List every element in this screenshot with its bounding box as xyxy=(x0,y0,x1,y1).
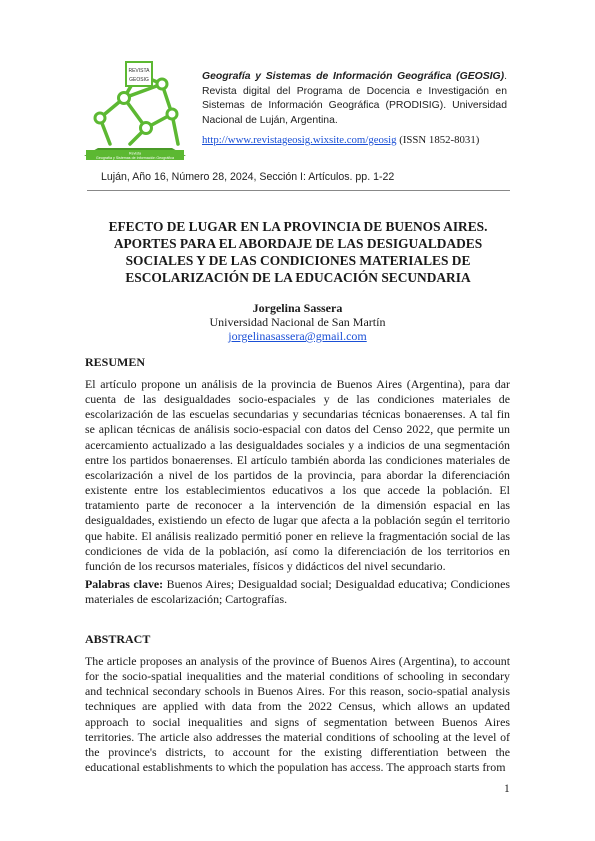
keywords-label: Palabras clave: xyxy=(85,577,164,591)
journal-title: Geografía y Sistemas de Información Geográfica (GEOSIG) xyxy=(202,71,505,82)
resumen-heading: RESUMEN xyxy=(85,355,146,369)
logo-text-bottom-2: Geografía y Sistemas de Información Geográfica xyxy=(96,156,174,160)
author-affiliation: Universidad Nacional de San Martín xyxy=(209,315,386,329)
author-name: Jorgelina Sassera xyxy=(252,301,343,315)
journal-description: Revista digital del Programa de Docencia e Investigación en Sistemas de Información Geográfica (PRODISIG). Universidad Nacional de Luján, Argentina. xyxy=(202,85,507,126)
issn: (ISSN 1852-8031) xyxy=(399,134,480,146)
article-title xyxy=(60,218,536,286)
journal-info: Geografía y Sistemas de Información Geográfica (GEOSIG). Revista digital del Programa de Docencia e Investigación en Sistemas de Información Geográfica (PRODISIG). Universidad Nacional de Luján, Argentina. xyxy=(202,71,507,126)
logo-text-top-1: REVISTA xyxy=(128,68,150,74)
journal-url-line xyxy=(202,134,479,146)
title-line: EFECTO DE LUGAR EN LA PROVINCIA DE BUENOS AIRES. xyxy=(108,219,488,234)
logo-text-bottom-1: Revista xyxy=(129,151,141,156)
abstract-text: The article proposes an analysis of the province of Buenos Aires (Argentina), to account for the socio-spatial inequalities and the material conditions of schooling in secondary and technical secondary schools in Buenos Aires. For this reason, socio-spatial analysis techniques are applied with data from the 2022 Census, which allows an updated approach to social inequalities and signs of segmentation between Buenos Aires territories. The article also addresses the material conditions of schooling at the level of the province's districts, to account for the existing differentiation between the educational establishments to which the population has access. The approach starts from xyxy=(85,654,510,775)
abstract-heading: ABSTRACT xyxy=(85,632,151,646)
keywords xyxy=(85,577,510,607)
resumen-text: El artículo propone un análisis de la provincia de Buenos Aires (Argentina), para dar cuenta de las desigualdades socio-espaciales y de las condiciones materiales de escolarización de las escuelas secundarias y secundarias técnicas bonaerenses. A tal fin se aplican técnicas de análisis socio-espacial con datos del Censo 2022, que permite un acercamiento actualizado a las desigualdades sociales y a indicios de una segmentación entre los partidos bonaerenses. El artículo también aborda las condiciones materiales de escolarización a nivel de los partidos de la provincia, para abordar la diferenciación existente entre los establecimientos educativos a los que accede la población. El tratamiento parte de reconocer a la intervención de la dimensión espacial en las desigualdades, existiendo un efecto de lugar que afecta a la población según el territorio que habite. El análisis realizado permitió poner en relieve la fragmentación social de las condiciones de vida de la población, así como la diferenciación de los territorios en función de los recursos materiales, físicos y didácticos del nivel secundario. xyxy=(85,377,510,573)
title-line: SOCIALES Y DE LAS CONDICIONES MATERIALES DE xyxy=(125,253,471,268)
author-email-link[interactable]: jorgelinasassera@gmail.com xyxy=(228,329,367,343)
keywords-text: Buenos Aires; Desigualdad social; Desigualdad educativa; Condiciones materiales de escolarización; Cartografías. xyxy=(85,577,510,607)
title-line: APORTES PARA EL ABORDAJE DE LAS DESIGUALDADES xyxy=(113,236,483,251)
logo-text-top-2: GEOSIG xyxy=(129,77,149,83)
journal-url-link[interactable]: http://www.revistageosig.wixsite.com/geosig xyxy=(202,134,397,146)
issue-line: Luján, Año 16, Número 28, 2024, Sección I: Artículos. pp. 1-22 xyxy=(101,171,395,183)
page-number: 1 xyxy=(504,783,510,795)
geosig-logo xyxy=(80,56,190,164)
header-divider xyxy=(87,190,510,191)
title-line: ESCOLARIZACIÓN DE LA EDUCACIÓN SECUNDARIA xyxy=(125,270,471,285)
